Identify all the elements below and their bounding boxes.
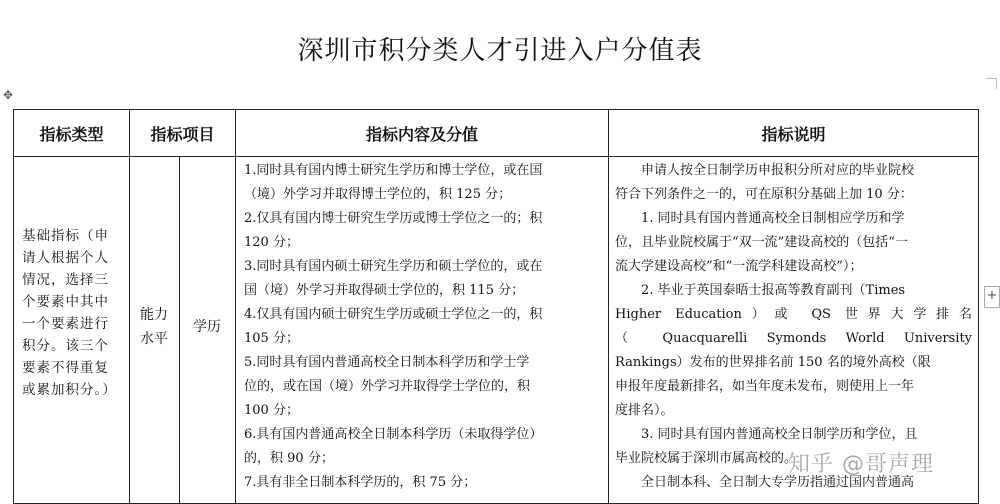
header-indicator-type: 指标类型 <box>14 110 130 157</box>
content-line: （境）外学习并取得博士学位的，积 125 分； <box>244 187 512 202</box>
cell-indicator-content <box>236 157 609 504</box>
note-line: 位，且毕业院校属于“双一流”建设高校的（包括“一 <box>615 235 908 250</box>
content-line: 位的，或在国（境）外学习并取得学士学位的，积 <box>244 379 531 394</box>
score-table <box>13 109 979 504</box>
content-line: 7.具有非全日制本科学历的，积 75 分； <box>244 475 477 490</box>
watermark: 知乎 @哥声理 <box>788 452 934 477</box>
content-line: 1.同时具有国内博士研究生学历和博士学位，或在国 <box>244 163 543 178</box>
content-line: 100 分； <box>244 403 299 418</box>
cell-indicator-item <box>130 157 180 504</box>
note-line: 流大学建设高校”和“一流学科建设高校”）； <box>615 259 863 274</box>
type-line: 要素不得重复 <box>22 360 109 376</box>
item-line: 能力 <box>140 307 168 323</box>
type-line: 或累加积分。） <box>22 382 117 398</box>
note-line: 符合下列条件之一的，可在原积分基础上加 10 分： <box>615 187 913 202</box>
note-line: 毕业院校属于深圳市属高校的。 <box>615 451 798 466</box>
content-line: 3.同时具有国内硕士研究生学历和硕士学位的，或在 <box>244 259 543 274</box>
header-row <box>14 110 979 157</box>
content-line: 5.同时具有国内普通高校全日制本科学历和学士学 <box>244 355 530 370</box>
note-line: （ Quacquarelli Symonds World University <box>615 331 973 346</box>
note-line: Rankings）发布的世界排名前 150 名的境外高校（限 <box>615 355 931 370</box>
cell-indicator-type <box>14 157 130 504</box>
type-line: 一个要素进行 <box>22 316 109 332</box>
content-line: 105 分； <box>244 331 299 346</box>
content-line: 的，积 90 分； <box>244 451 334 466</box>
content-line: 国（境）外学习并取得硕士学位的，积 115 分； <box>244 283 525 298</box>
note-line: 申报年度最新排名，如当年度未发布，则使用上一年 <box>615 379 915 394</box>
content-line: 4.仅具有国内硕士研究生学历或硕士学位之一的，积 <box>244 307 543 322</box>
type-line: 基础指标（申 <box>22 228 109 244</box>
table-move-handle-icon[interactable]: ✥ <box>2 88 14 102</box>
content-line: 2.仅具有国内博士研究生学历或博士学位之一的；积 <box>244 211 543 226</box>
note-line: 申请人按全日制学历申报积分所对应的毕业院校 <box>615 163 915 178</box>
page-corner-mark <box>986 78 997 89</box>
header-indicator-note: 指标说明 <box>609 110 979 157</box>
note-line: 1. 同时具有国内普通高校全日制相应学历和学 <box>615 211 905 226</box>
content-line: 120 分； <box>244 235 299 250</box>
note-line: 度排名）。 <box>615 403 674 418</box>
header-indicator-content: 指标内容及分值 <box>236 110 609 157</box>
header-indicator-item: 指标项目 <box>130 110 236 157</box>
type-line: 情况，选择三 <box>22 272 109 288</box>
note-line: 3. 同时具有国内普通高校全日制学历和学位，且 <box>615 427 918 442</box>
cell-subitem: 学历 <box>180 157 236 504</box>
note-line: 2. 毕业于英国泰晤士报高等教育副刊（Times <box>615 283 906 298</box>
type-line: 积分。该三个 <box>22 338 109 354</box>
item-line: 水平 <box>140 331 168 347</box>
type-line: 个要素中其中 <box>22 294 109 310</box>
note-line: Higher Education）或 QS 世界大学排名 <box>615 307 973 322</box>
content-line: 6.具有国内普通高校全日制本科学历（未取得学位） <box>244 427 543 442</box>
type-line: 请人根据个人 <box>22 250 109 266</box>
note-line: 全日制本科、全日制大专学历指通过国内普通高 <box>615 475 915 490</box>
page-title: 深圳市积分类人才引进入户分值表 <box>297 36 703 66</box>
add-column-icon[interactable]: + <box>984 286 1000 308</box>
